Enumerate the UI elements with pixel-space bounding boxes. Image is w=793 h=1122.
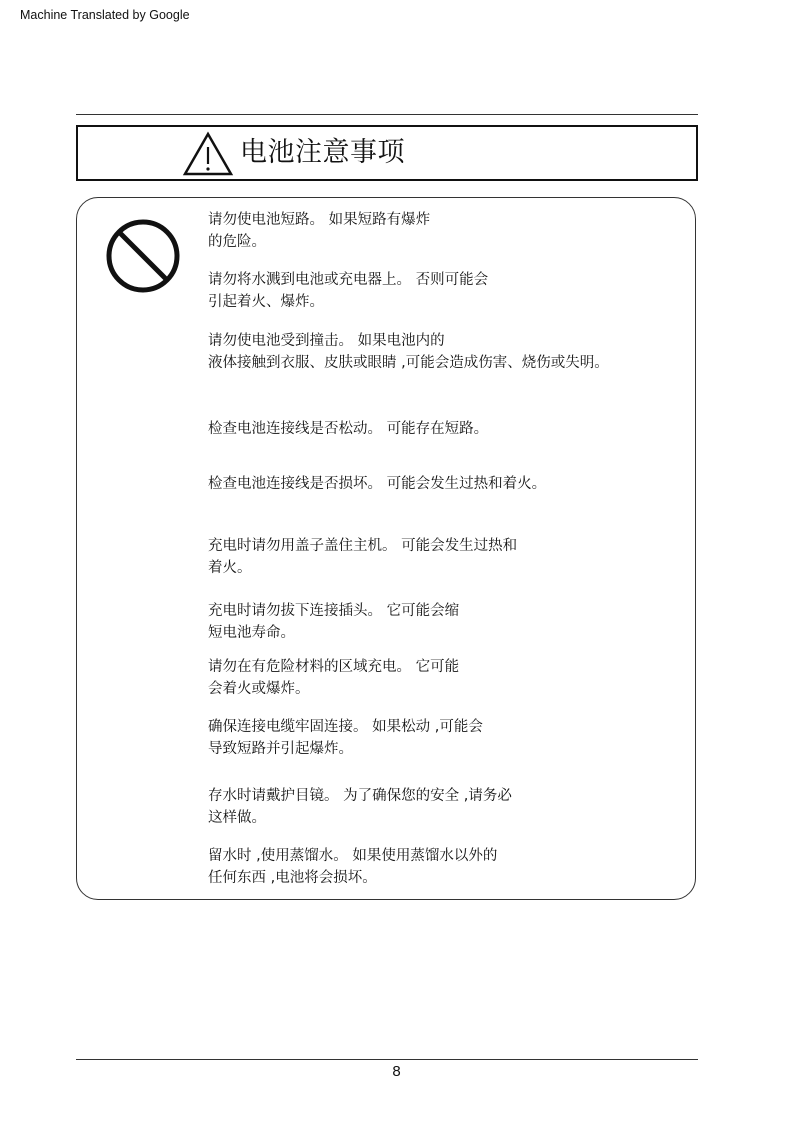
precaution-item	[208, 473, 546, 495]
precaution-item	[208, 785, 512, 829]
precaution-item	[208, 535, 517, 579]
precaution-line: 这样做。	[208, 810, 266, 826]
bottom-divider	[76, 1059, 698, 1060]
precaution-line: 着火。	[208, 560, 252, 576]
warning-triangle-icon	[182, 131, 234, 177]
precaution-line: 任何东西 ,电池将会损坏。	[208, 870, 377, 886]
precaution-line: 检查电池连接线是否损坏。 可能会发生过热和着火。	[208, 476, 547, 492]
precaution-line: 充电时请勿拔下连接插头。 它可能会缩	[208, 603, 460, 619]
machine-translated-label: Machine Translated by Google	[20, 8, 190, 22]
precaution-line: 导致短路并引起爆炸。	[208, 741, 353, 757]
prohibition-circle-icon	[104, 217, 182, 295]
precaution-line: 液体接触到衣服、皮肤或眼睛 ,可能会造成伤害、烧伤或失明。	[208, 355, 609, 371]
precaution-item	[208, 716, 483, 760]
precaution-line: 请勿在有危险材料的区域充电。 它可能	[208, 659, 460, 675]
precautions-panel	[76, 197, 696, 900]
precaution-line: 存水时请戴护目镜。 为了确保您的安全 ,请务必	[208, 788, 512, 804]
precaution-line: 确保连接电缆牢固连接。 如果松动 ,可能会	[208, 719, 483, 735]
precaution-line: 请勿使电池受到撞击。 如果电池内的	[208, 333, 445, 349]
precaution-item	[208, 209, 430, 253]
top-divider	[76, 114, 698, 115]
page-number: 8	[392, 1063, 401, 1080]
precaution-item	[208, 656, 459, 700]
title-box	[76, 125, 698, 181]
precaution-item	[208, 600, 459, 644]
precaution-item	[208, 330, 609, 374]
page-title: 电池注意事项	[240, 137, 405, 168]
precaution-line: 检查电池连接线是否松动。 可能存在短路。	[208, 421, 489, 437]
precaution-line: 充电时请勿用盖子盖住主机。 可能会发生过热和	[208, 538, 518, 554]
precaution-line: 留水时 ,使用蒸馏水。 如果使用蒸馏水以外的	[208, 848, 498, 864]
precaution-line: 会着火或爆炸。	[208, 681, 310, 697]
precaution-line: 请勿使电池短路。 如果短路有爆炸	[208, 212, 431, 228]
precaution-line: 引起着火、爆炸。	[208, 294, 324, 310]
precaution-line: 请勿将水溅到电池或充电器上。 否则可能会	[208, 272, 489, 288]
precaution-line: 短电池寿命。	[208, 625, 295, 641]
precaution-item	[208, 269, 488, 313]
precaution-item	[208, 418, 488, 440]
precaution-item	[208, 845, 497, 889]
precaution-line: 的危险。	[208, 234, 266, 250]
